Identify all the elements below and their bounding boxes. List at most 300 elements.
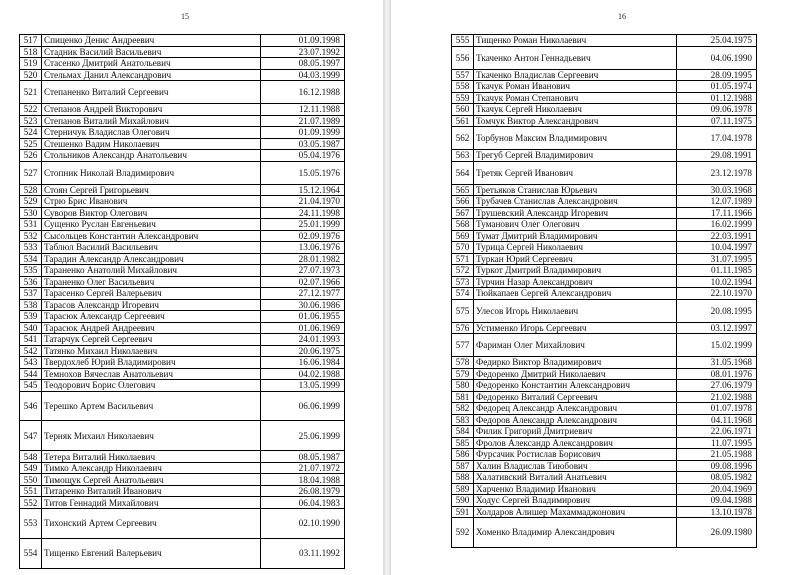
birth-date: 01.05.1974 [677, 81, 757, 93]
birth-date: 23.07.1992 [261, 46, 345, 58]
row-number: 545 [20, 380, 42, 392]
table-row [452, 460, 757, 472]
table-row [20, 497, 345, 509]
left-page [0, 0, 383, 575]
person-name: Улесов Игорь Николаевич [474, 299, 677, 322]
birth-date: 21.05.1988 [677, 449, 757, 461]
row-number: 542 [20, 345, 42, 357]
table-row [20, 138, 345, 150]
birth-date: 22.06.1971 [677, 426, 757, 438]
table-row [20, 485, 345, 497]
birth-date: 08.05.1987 [261, 451, 345, 463]
birth-date: 10.04.1997 [677, 242, 757, 254]
person-name: Туркот Дмитрий Владимирович [474, 265, 677, 277]
person-name: Ткаченко Владислав Сергеевич [474, 69, 677, 81]
row-number: 522 [20, 104, 42, 116]
table-row [20, 357, 345, 369]
row-number: 520 [20, 69, 42, 81]
row-number: 532 [20, 230, 42, 242]
table-row [452, 219, 757, 231]
birth-date: 03.12.1997 [677, 322, 757, 334]
birth-date: 08.05.1982 [677, 472, 757, 484]
table-row [20, 276, 345, 288]
table-row [452, 81, 757, 93]
row-number: 534 [20, 253, 42, 265]
person-name: Ткачук Роман Иванович [474, 81, 677, 93]
birth-date: 21.07.1972 [261, 462, 345, 474]
person-name: Тарасенко Сергей Валерьевич [42, 288, 261, 300]
birth-date: 10.02.1994 [677, 276, 757, 288]
table-row [20, 253, 345, 265]
birth-date: 13.10.1978 [677, 506, 757, 518]
person-name: Фариман Олег Михайлович [474, 334, 677, 357]
person-name: Третьяков Станислав Юрьевич [474, 184, 677, 196]
row-number: 570 [452, 242, 474, 254]
table-body [452, 35, 757, 548]
table-row [452, 150, 757, 162]
row-number: 562 [452, 127, 474, 150]
row-number: 526 [20, 150, 42, 162]
row-number: 557 [452, 69, 474, 81]
row-number: 583 [452, 414, 474, 426]
birth-date: 17.04.1978 [677, 127, 757, 150]
person-name: Стадник Василий Васильевич [42, 46, 261, 58]
birth-date: 01.06.1969 [261, 322, 345, 334]
table-row [452, 207, 757, 219]
table-row [452, 414, 757, 426]
row-number: 540 [20, 322, 42, 334]
table-row [20, 127, 345, 139]
birth-date: 11.07.1995 [677, 437, 757, 449]
birth-date: 28.09.1995 [677, 69, 757, 81]
row-number: 573 [452, 276, 474, 288]
person-name: Сущенко Руслан Евгеньевич [42, 219, 261, 231]
table-row [20, 69, 345, 81]
row-number: 535 [20, 265, 42, 277]
row-number: 588 [452, 472, 474, 484]
row-number: 555 [452, 35, 474, 47]
birth-date: 01.09.1999 [261, 127, 345, 139]
person-name: Федирко Виктор Владимирович [474, 357, 677, 369]
row-number: 553 [20, 508, 42, 538]
row-number: 582 [452, 403, 474, 415]
birth-date: 20.08.1995 [677, 299, 757, 322]
table-row [20, 230, 345, 242]
birth-date: 12.11.1988 [261, 104, 345, 116]
table-row [20, 242, 345, 254]
person-name: Степаненко Виталий Сергеевич [42, 81, 261, 104]
row-number: 564 [452, 161, 474, 184]
row-number: 579 [452, 368, 474, 380]
row-number: 552 [20, 497, 42, 509]
row-number: 544 [20, 368, 42, 380]
row-number: 528 [20, 184, 42, 196]
table-row [452, 426, 757, 438]
page-number: 15 [181, 12, 189, 21]
birth-date: 06.06.1999 [261, 391, 345, 421]
table-row [452, 69, 757, 81]
table-row [452, 127, 757, 150]
row-number: 524 [20, 127, 42, 139]
table-row [20, 104, 345, 116]
row-number: 523 [20, 115, 42, 127]
row-number: 556 [452, 46, 474, 69]
birth-date: 15.12.1964 [261, 184, 345, 196]
person-name: Ткаченко Антон Геннадьевич [474, 46, 677, 69]
birth-date: 13.06.1976 [261, 242, 345, 254]
table-row [452, 449, 757, 461]
table-row [20, 81, 345, 104]
table-row [452, 265, 757, 277]
row-number: 589 [452, 483, 474, 495]
table-row [452, 299, 757, 322]
row-number: 527 [20, 161, 42, 184]
row-number: 592 [452, 518, 474, 548]
person-name: Стешенко Вадим Николаевич [42, 138, 261, 150]
person-name: Фролов Александр Александрович [474, 437, 677, 449]
birth-date: 05.04.1976 [261, 150, 345, 162]
birth-date: 17.11.1966 [677, 207, 757, 219]
row-number: 518 [20, 46, 42, 58]
table-row [452, 242, 757, 254]
table-row [20, 345, 345, 357]
birth-date: 24.01.1993 [261, 334, 345, 346]
person-name: Халин Владислав Тиюбович [474, 460, 677, 472]
table-row [20, 322, 345, 334]
row-number: 586 [452, 449, 474, 461]
person-name: Федоренко Дмитрий Николаевич [474, 368, 677, 380]
birth-date: 02.09.1976 [261, 230, 345, 242]
person-name: Тарадин Александр Александрович [42, 253, 261, 265]
person-name: Стельмах Данил Александрович [42, 69, 261, 81]
row-number: 539 [20, 311, 42, 323]
person-name: Степанов Виталий Михайлович [42, 115, 261, 127]
table-row [452, 437, 757, 449]
table-row [452, 322, 757, 334]
row-number: 578 [452, 357, 474, 369]
table-row [452, 196, 757, 208]
person-name: Федоренко Константин Александрович [474, 380, 677, 392]
row-number: 560 [452, 104, 474, 116]
table-row [20, 538, 345, 568]
table-row [452, 46, 757, 69]
row-number: 575 [452, 299, 474, 322]
person-name: Тюйкапаев Сергей Александрович [474, 288, 677, 300]
table-row [452, 472, 757, 484]
birth-date: 24.11.1998 [261, 207, 345, 219]
birth-date: 04.03.1999 [261, 69, 345, 81]
birth-date: 18.04.1988 [261, 474, 345, 486]
person-name: Суворов Виктор Олегович [42, 207, 261, 219]
person-name: Туркан Юрий Сергеевич [474, 253, 677, 265]
birth-date: 13.05.1999 [261, 380, 345, 392]
birth-date: 20.06.1975 [261, 345, 345, 357]
birth-date: 01.07.1978 [677, 403, 757, 415]
birth-date: 26.09.1980 [677, 518, 757, 548]
table-row [20, 115, 345, 127]
birth-date: 01.06.1955 [261, 311, 345, 323]
birth-date: 04.02.1988 [261, 368, 345, 380]
birth-date: 08.05.1997 [261, 58, 345, 70]
birth-date: 08.01.1976 [677, 368, 757, 380]
row-number: 543 [20, 357, 42, 369]
birth-date: 27.12.1977 [261, 288, 345, 300]
person-name: Стольников Александр Анатольевич [42, 150, 261, 162]
person-name: Стасенко Дмитрий Анатольевич [42, 58, 261, 70]
person-name: Тихонский Артем Сергеевич [42, 508, 261, 538]
row-number: 580 [452, 380, 474, 392]
row-number: 538 [20, 299, 42, 311]
birth-date: 01.12.1988 [677, 92, 757, 104]
table-row [452, 104, 757, 116]
table-row [20, 334, 345, 346]
birth-date: 27.06.1979 [677, 380, 757, 392]
birth-date: 09.08.1996 [677, 460, 757, 472]
person-name: Тумат Дмитрий Владимирович [474, 230, 677, 242]
person-name: Титаренко Виталий Иванович [42, 485, 261, 497]
person-name: Турчин Назар Александрович [474, 276, 677, 288]
birth-date: 16.02.1999 [677, 219, 757, 231]
birth-date: 12.07.1989 [677, 196, 757, 208]
person-name: Таблюл Василий Васильевич [42, 242, 261, 254]
birth-date: 02.07.1966 [261, 276, 345, 288]
table-row [452, 288, 757, 300]
row-number: 551 [20, 485, 42, 497]
person-name: Татянко Михаил Николаевич [42, 345, 261, 357]
person-name: Томчук Виктор Александрович [474, 115, 677, 127]
birth-date: 07.11.1975 [677, 115, 757, 127]
row-number: 577 [452, 334, 474, 357]
table-row [452, 161, 757, 184]
person-name: Тарасов Александр Игоревич [42, 299, 261, 311]
row-number: 548 [20, 451, 42, 463]
birth-date: 03.11.1992 [261, 538, 345, 568]
table-row [452, 403, 757, 415]
birth-date: 26.08.1979 [261, 485, 345, 497]
table-row [20, 46, 345, 58]
person-name: Трушевский Александр Игоревич [474, 207, 677, 219]
birth-date: 04.11.1968 [677, 414, 757, 426]
person-name: Туманович Олег Олегович [474, 219, 677, 231]
birth-date: 30.03.1968 [677, 184, 757, 196]
row-number: 565 [452, 184, 474, 196]
row-number: 591 [452, 506, 474, 518]
table-row [20, 462, 345, 474]
person-name: Турица Сергей Николаевич [474, 242, 677, 254]
table-row [20, 196, 345, 208]
person-name: Трегуб Сергей Владимирович [474, 150, 677, 162]
table-row [20, 161, 345, 184]
table-row [20, 508, 345, 538]
birth-date: 21.02.1988 [677, 391, 757, 403]
birth-date: 15.02.1999 [677, 334, 757, 357]
birth-date: 09.06.1978 [677, 104, 757, 116]
person-name: Третяк Сергей Иванович [474, 161, 677, 184]
row-number: 546 [20, 391, 42, 421]
person-name: Тарасюк Александр Сергеевич [42, 311, 261, 323]
table-row [20, 35, 345, 47]
birth-date: 02.10.1990 [261, 508, 345, 538]
birth-date: 22.03.1991 [677, 230, 757, 242]
row-number: 517 [20, 35, 42, 47]
row-number: 585 [452, 437, 474, 449]
birth-date: 21.07.1989 [261, 115, 345, 127]
row-number: 521 [20, 81, 42, 104]
person-name: Татарчук Сергей Сергеевич [42, 334, 261, 346]
person-name: Хоменко Владимир Александрович [474, 518, 677, 548]
person-name: Спиценко Денис Андреевич [42, 35, 261, 47]
person-name: Тараненко Олег Васильевич [42, 276, 261, 288]
row-number: 549 [20, 462, 42, 474]
row-number: 529 [20, 196, 42, 208]
row-number: 584 [452, 426, 474, 438]
table-row [452, 357, 757, 369]
table-row [20, 288, 345, 300]
person-name: Тищенко Евгений Валерьевич [42, 538, 261, 568]
person-name: Торбунов Максим Владимирович [474, 127, 677, 150]
row-number: 587 [452, 460, 474, 472]
birth-date: 09.04.1988 [677, 495, 757, 507]
person-name: Филик Григорий Дмитриевич [474, 426, 677, 438]
row-number: 563 [452, 150, 474, 162]
table-row [20, 150, 345, 162]
birth-date: 21.04.1970 [261, 196, 345, 208]
table-row [452, 115, 757, 127]
table-row [452, 184, 757, 196]
birth-date: 25.04.1975 [677, 35, 757, 47]
person-name: Федорец Александр Александрович [474, 403, 677, 415]
table-row [452, 518, 757, 548]
table-row [452, 92, 757, 104]
table-row [452, 35, 757, 47]
row-number: 550 [20, 474, 42, 486]
person-name: Федоров Александр Александрович [474, 414, 677, 426]
person-name: Стоян Сергей Григорьевич [42, 184, 261, 196]
personnel-table-right [451, 34, 757, 548]
row-number: 576 [452, 322, 474, 334]
row-number: 566 [452, 196, 474, 208]
row-number: 558 [452, 81, 474, 93]
person-name: Трубачев Станислав Александрович [474, 196, 677, 208]
birth-date: 20.04.1969 [677, 483, 757, 495]
table-row [20, 184, 345, 196]
table-row [20, 421, 345, 451]
table-body [20, 35, 345, 569]
person-name: Степанов Андрей Викторович [42, 104, 261, 116]
table-row [452, 380, 757, 392]
birth-date: 31.05.1968 [677, 357, 757, 369]
person-name: Устименко Игорь Сергеевич [474, 322, 677, 334]
table-row [20, 391, 345, 421]
person-name: Твердохлеб Юрий Владимирович [42, 357, 261, 369]
table-row [452, 483, 757, 495]
row-number: 519 [20, 58, 42, 70]
row-number: 574 [452, 288, 474, 300]
birth-date: 22.10.1970 [677, 288, 757, 300]
row-number: 581 [452, 391, 474, 403]
birth-date: 16.12.1988 [261, 81, 345, 104]
person-name: Стерничук Владислав Олегович [42, 127, 261, 139]
person-name: Ходус Сергей Владимирович [474, 495, 677, 507]
person-name: Ткачук Роман Степанович [474, 92, 677, 104]
row-number: 541 [20, 334, 42, 346]
row-number: 567 [452, 207, 474, 219]
person-name: Федоренко Виталий Сергеевич [474, 391, 677, 403]
birth-date: 16.06.1984 [261, 357, 345, 369]
table-row [452, 230, 757, 242]
birth-date: 01.09.1998 [261, 35, 345, 47]
book-gutter [383, 0, 391, 575]
person-name: Холдаров Алишер Махаммаджонович [474, 506, 677, 518]
person-name: Харченко Владимир Иванович [474, 483, 677, 495]
table-row [20, 58, 345, 70]
birth-date: 01.11.1985 [677, 265, 757, 277]
person-name: Фурсачик Ростислав Борисович [474, 449, 677, 461]
birth-date: 31.07.1995 [677, 253, 757, 265]
birth-date: 30.06.1986 [261, 299, 345, 311]
table-row [452, 368, 757, 380]
person-name: Теодорович Борис Олегович [42, 380, 261, 392]
table-row [20, 368, 345, 380]
right-page [391, 0, 800, 575]
table-row [20, 474, 345, 486]
person-name: Халативский Виталий Анатьевич [474, 472, 677, 484]
birth-date: 06.04.1983 [261, 497, 345, 509]
row-number: 525 [20, 138, 42, 150]
table-row [20, 299, 345, 311]
row-number: 531 [20, 219, 42, 231]
row-number: 590 [452, 495, 474, 507]
row-number: 572 [452, 265, 474, 277]
person-name: Сысольцев Константин Александрович [42, 230, 261, 242]
birth-date: 15.05.1976 [261, 161, 345, 184]
birth-date: 04.06.1990 [677, 46, 757, 69]
person-name: Тищенко Роман Николаевич [474, 35, 677, 47]
person-name: Терняк Михаил Николаевич [42, 421, 261, 451]
row-number: 569 [452, 230, 474, 242]
row-number: 561 [452, 115, 474, 127]
birth-date: 25.01.1999 [261, 219, 345, 231]
table-row [20, 265, 345, 277]
birth-date: 23.12.1978 [677, 161, 757, 184]
table-row [452, 391, 757, 403]
row-number: 554 [20, 538, 42, 568]
table-row [452, 276, 757, 288]
table-row [20, 451, 345, 463]
person-name: Терешко Артем Васильевич [42, 391, 261, 421]
row-number: 530 [20, 207, 42, 219]
person-name: Темнохов Вячеслав Анатольевич [42, 368, 261, 380]
row-number: 547 [20, 421, 42, 451]
person-name: Титов Геннадий Михайлович [42, 497, 261, 509]
person-name: Тарасюк Андрей Андреевич [42, 322, 261, 334]
table-row [20, 219, 345, 231]
table-row [20, 207, 345, 219]
personnel-table-left [19, 34, 345, 569]
person-name: Стопник Николай Владимирович [42, 161, 261, 184]
table-row [452, 495, 757, 507]
row-number: 559 [452, 92, 474, 104]
table-row [452, 253, 757, 265]
row-number: 533 [20, 242, 42, 254]
person-name: Тетера Виталий Николаевич [42, 451, 261, 463]
person-name: Стрю Брис Иванович [42, 196, 261, 208]
birth-date: 29.08.1991 [677, 150, 757, 162]
person-name: Тараненко Анатолий Михайлович [42, 265, 261, 277]
row-number: 537 [20, 288, 42, 300]
row-number: 571 [452, 253, 474, 265]
person-name: Тимко Александр Николаевич [42, 462, 261, 474]
